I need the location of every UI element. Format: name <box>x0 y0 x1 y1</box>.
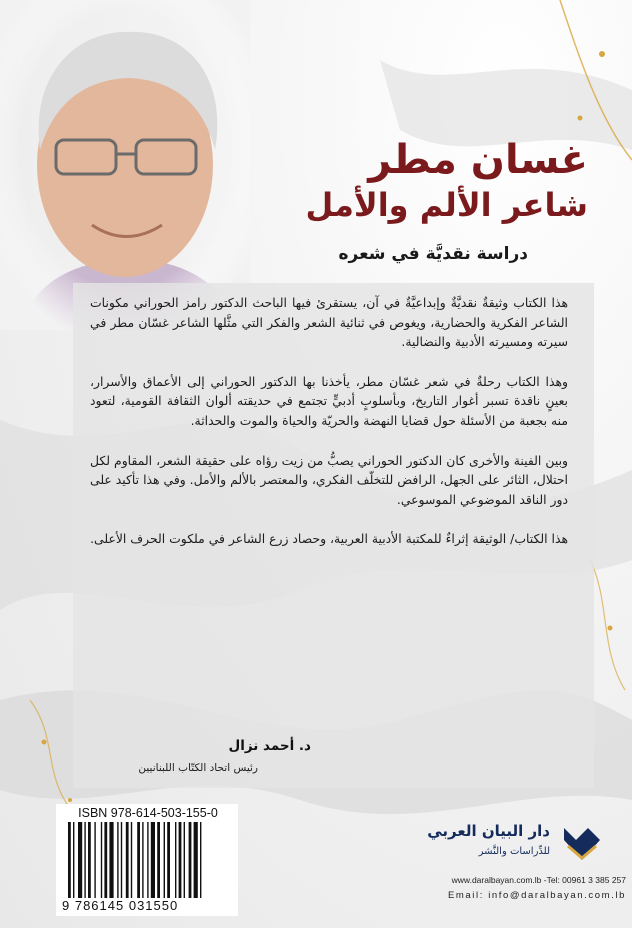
book-title-line2: شاعر الألم والأمل <box>305 186 588 224</box>
publisher-email: Email: info@daralbayan.com.lb <box>447 890 626 901</box>
publisher-subtitle: للدِّراسات والنَّشر <box>478 846 550 857</box>
barcode-icon <box>68 822 228 898</box>
barcode-digits: 9 786145 031550 <box>62 898 179 913</box>
publisher-name: دار البيان العربي <box>427 822 550 840</box>
blurb-paragraph: هذا الكتاب وثيقةٌ نقديَّةٌ وإبداعيَّةٌ في آن، يستقرئ فيها الباحث الدكتور رامز الحوراني مكونات الشاعر الفكرية والحضارية، ويغوص في ثنائية الشعر والفكر التي مثَّلها الشاعر غسّان مطر في سيرته ومسيرته الأدبية والنضالية. <box>90 295 568 350</box>
blurb-paragraph: هذا الكتاب/ الوثيقة إثراءٌ للمكتبة الأدبية العربية، وحصاد زرع الشاعر في ملكوت الحرف الأعلى. <box>90 531 568 547</box>
book-subtitle: دراسة نقديَّة في شعره <box>338 244 528 264</box>
blurb <box>90 293 568 569</box>
isbn-label: ISBN 978-614-503-155-0 <box>78 806 218 820</box>
author-portrait <box>0 0 250 330</box>
publisher-contact: www.daralbayan.com.lb -Tel: 00961 3 385 257 <box>451 875 626 885</box>
blurb-paragraph: وهذا الكتاب رحلةٌ في شعر غسّان مطر، يأخذنا بها الدكتور الحوراني إلى الأعماق والأسرار، بعينٍ ناقدة تسبر أغوار التاريخ، وبأسلوبٍ أدبيٍّ تجتمع في حديقته ألوان الثقافة القومية، لتعود منه بجعبة من الأسئلة حول قضايا النهضة والحريّة والحياة والموت والحداثة. <box>90 373 568 428</box>
signature-role: رئيس اتحاد الكتّاب اللبنانيين <box>138 762 258 774</box>
book-title: غسان مطر <box>368 137 588 183</box>
signature-name: د. أحمد نزال <box>228 738 311 754</box>
blurb-paragraph: وبين الفينة والأخرى كان الدكتور الحوراني يصبُّ من زيت رؤاه على حقيقة الشعر، المقاوم لكل احتلال، الثائر على الجهل، الرافض للتخلّف الفكري، والمعتصر بالألم والأمل. وفي هذا تأكيد على دور الناقد الموضوعي الموسوعي. <box>90 452 568 507</box>
